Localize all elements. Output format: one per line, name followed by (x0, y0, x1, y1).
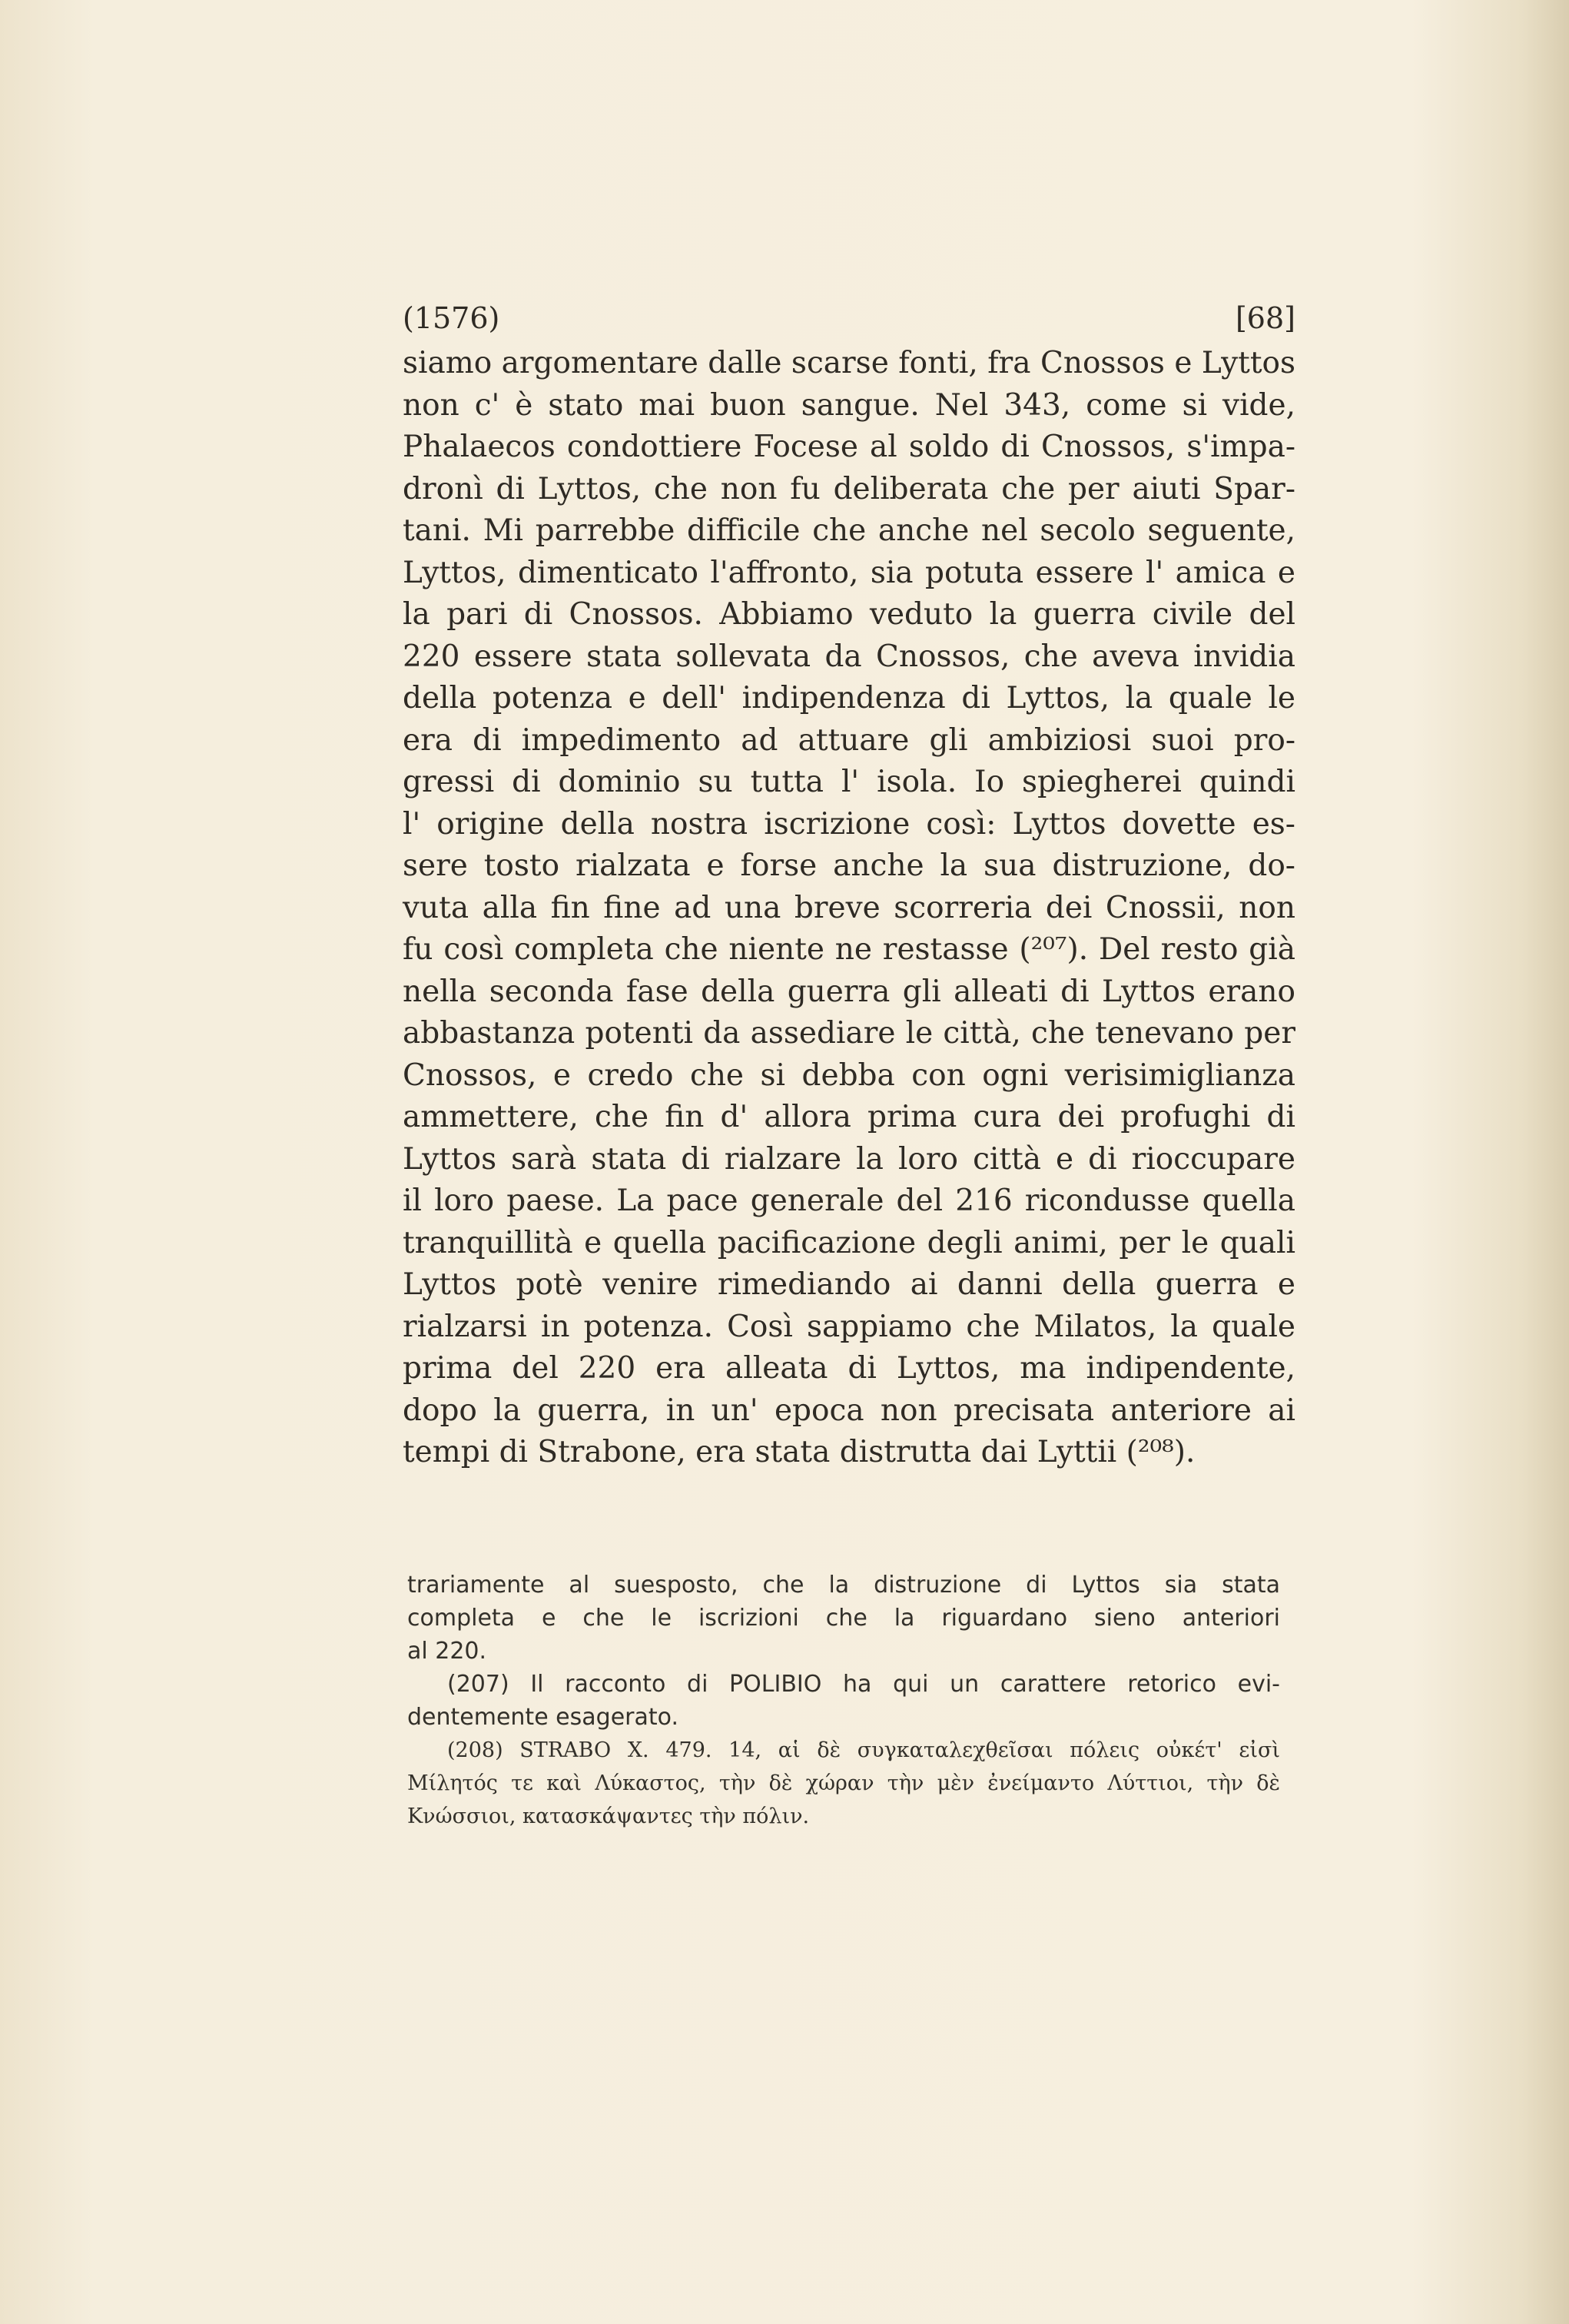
text-line: tani. Mi parrebbe difficile che anche nel secolo seguente, (403, 513, 1295, 548)
text-line: l' origine della nostra iscrizione così: Lyttos dovette es- (403, 806, 1295, 842)
text-line: ammettere, che fin d' allora prima cura dei profughi di (403, 1100, 1295, 1134)
footnote-208-cont: Μίλητός τε καὶ Λύκαστος, τὴν δὲ χώραν τὴν μὲν ἐνείμαντο Λύττιοι, τὴν δὲ (407, 1771, 1280, 1795)
page-number-left: (1576) (403, 301, 500, 335)
text-line: Phalaecos condottiere Focese al soldo di Cnossos, s'impa- (403, 430, 1295, 464)
text-line: tempi di Strabone, era stata distrutta dai Lyttii (²⁰⁸). (403, 1435, 1196, 1469)
text-line: prima del 220 era alleata di Lyttos, ma indipendente, (403, 1351, 1295, 1386)
text-line: Lyttos potè venire rimediando ai danni della guerra e (403, 1267, 1295, 1302)
text-line: tranquillità e quella pacificazione degli animi, per le quali (403, 1225, 1295, 1260)
text-line: 220 essere stata sollevata da Cnossos, che aveva invidia (403, 639, 1295, 674)
text-line: rialzarsi in potenza. Così sappiamo che Milatos, la quale (403, 1309, 1295, 1344)
page-number-right: [68] (1235, 301, 1295, 335)
footnote-continuation-line: completa e che le iscrizioni che la riguardano sieno anteriori (407, 1605, 1280, 1632)
main-text (403, 343, 1295, 1474)
text-line: sere tosto rialzata e forse anche la sua distruzione, do- (403, 848, 1295, 883)
text-line: Lyttos, dimenticato l'affronto, sia potuta essere l' amica e (403, 555, 1295, 590)
text-line: la pari di Cnossos. Abbiamo veduto la guerra civile del (403, 597, 1295, 632)
text-line: il loro paese. La pace generale del 216 ricondusse quella (403, 1184, 1295, 1218)
footnote-continuation-line: trariamente al suesposto, che la distruzione di Lyttos sia stata (407, 1572, 1280, 1599)
text-line: non c' è stato mai buon sangue. Nel 343, come si vide, (403, 387, 1295, 423)
text-line: dopo la guerra, in un' epoca non precisata anteriore ai (403, 1393, 1295, 1428)
text-line: fu così completa che niente ne restasse (²⁰⁷). Del resto già (403, 932, 1295, 967)
footnotes (407, 1569, 1280, 1833)
footnote-208-cont: Κνώσσιοι, κατασκάψαντες τὴν πόλιν. (407, 1804, 810, 1828)
text-line: abbastanza potenti da assediare le città, che tenevano per (403, 1016, 1295, 1051)
text-line: della potenza e dell' indipendenza di Lyttos, la quale le (403, 681, 1295, 715)
text-line: Cnossos, e credo che si debba con ogni verisimiglianza (403, 1057, 1295, 1093)
footnote-continuation-line: al 220. (407, 1638, 487, 1665)
text-line: Lyttos sarà stata di rialzare la loro città e di rioccupare (403, 1141, 1295, 1177)
footnote-208: (208) STRABO X. 479. 14, αἱ δὲ συγκαταλεχθεῖσαι πόλεις οὐκέτ' εἰσὶ (447, 1738, 1280, 1762)
text-line: nella seconda fase della guerra gli alleati di Lyttos erano (403, 974, 1295, 1009)
page-header (403, 301, 1295, 347)
text-line: dronì di Lyttos, che non fu deliberata che per aiuti Spar- (403, 471, 1295, 506)
text-line: era di impedimento ad attuare gli ambiziosi suoi pro- (403, 722, 1295, 758)
text-line: vuta alla fin fine ad una breve scorreria dei Cnossii, non (403, 890, 1295, 925)
text-line: gressi di dominio su tutta l' isola. Io spiegherei quindi (403, 765, 1295, 799)
text-line: siamo argomentare dalle scarse fonti, fra Cnossos e Lyttos (403, 346, 1295, 380)
footnote-207-cont: dentemente esagerato. (407, 1704, 678, 1731)
footnote-207: (207) Il racconto di POLIBIO ha qui un carattere retorico evi- (447, 1671, 1280, 1698)
